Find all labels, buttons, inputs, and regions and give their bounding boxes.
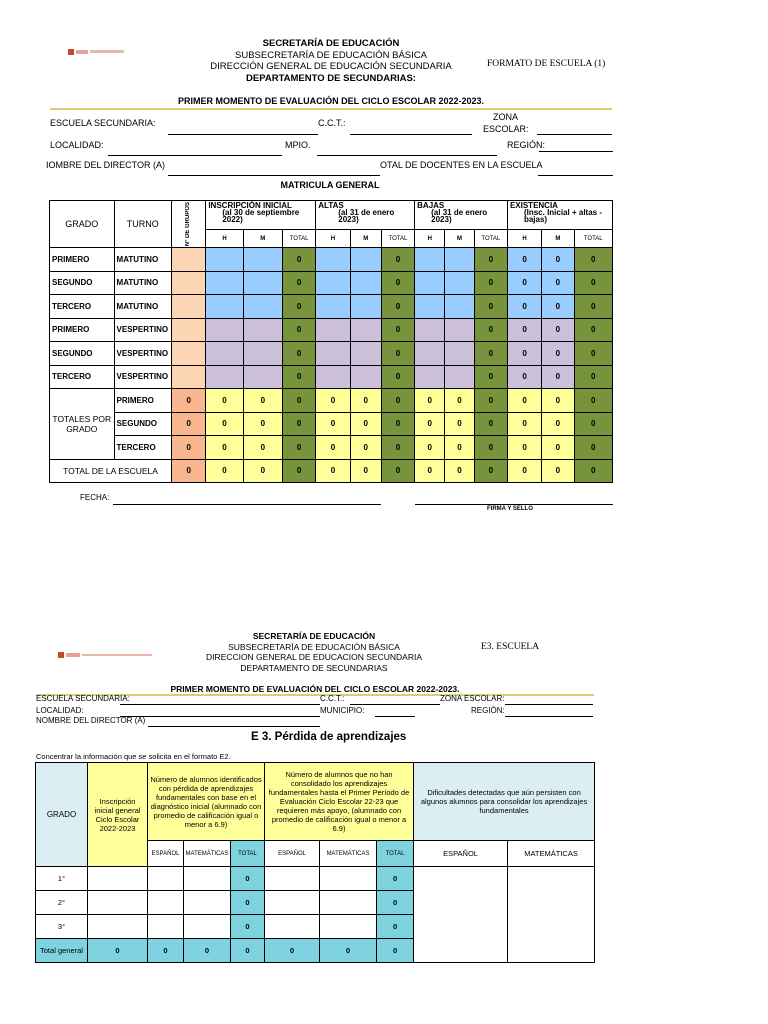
input-h[interactable] xyxy=(316,342,350,366)
total-cell: 0 xyxy=(474,271,507,295)
col-dificultades: Dificultades detectadas que aún persisten con algunos alumnos para consolidar los aprendizajes fundamentales xyxy=(414,763,595,841)
col-bajas: BAJAS (al 31 de enero 2023) xyxy=(415,201,508,230)
total-cell: 0 xyxy=(381,295,414,319)
total-cell: 0 xyxy=(282,318,315,342)
input-grupos[interactable] xyxy=(172,365,206,389)
total-cell: 0 xyxy=(282,412,315,436)
total-cell: 0 xyxy=(474,389,507,413)
total-cell: 0 xyxy=(377,939,414,963)
field-escuela[interactable] xyxy=(120,704,320,705)
total-cell: 0 xyxy=(377,915,414,939)
label-region: REGIÓN: xyxy=(471,706,505,715)
total-cell: 0 xyxy=(574,389,612,413)
input-m[interactable] xyxy=(243,248,282,272)
col-identificados: Número de alumnos identificados con pérdida de aprendizajes fundamentales con base en el diagnóstico inicial (alumnado con promedio de calificación igual o menor a 6.9) xyxy=(148,763,265,841)
sub-m: M xyxy=(542,230,574,248)
exist-m: 0 xyxy=(542,318,574,342)
input-espanol[interactable] xyxy=(265,867,320,891)
sum-cell: 0 xyxy=(542,436,574,460)
format-label: E3. ESCUELA xyxy=(481,642,540,652)
row-grado: SEGUNDO xyxy=(50,271,115,295)
tot-grado: PRIMERO xyxy=(114,389,171,413)
exist-m: 0 xyxy=(542,248,574,272)
total-cell: 0 xyxy=(474,365,507,389)
col-no-consolidado: Número de alumnos que no han consolidado los aprendizajes fundamentales hasta el Primer Período de Evaluación Ciclo Escolar 22-23 que requieren más apoyo, (alumnado con promedio de calificación igual o menor a 6.9) xyxy=(265,763,414,841)
total-cell: 0 xyxy=(282,248,315,272)
input-espanol[interactable] xyxy=(148,867,184,891)
field-localidad[interactable] xyxy=(108,155,282,156)
col-grado: GRADO xyxy=(50,201,115,248)
total-cell: 0 xyxy=(574,318,612,342)
sum-cell: 0 xyxy=(445,436,474,460)
row-grado: TERCERO xyxy=(50,295,115,319)
total-escuela-label: TOTAL DE LA ESCUELA xyxy=(50,459,172,483)
total-cell: 0 xyxy=(474,248,507,272)
input-espanol[interactable] xyxy=(148,915,184,939)
total-cell: 0 xyxy=(282,342,315,366)
col-existencia: EXISTENCIA (Insc. Inicial + altas - bajas) xyxy=(507,201,612,230)
tot-grado: TERCERO xyxy=(114,436,171,460)
sub-h: H xyxy=(415,230,445,248)
total-cell: 0 xyxy=(377,867,414,891)
sum-cell: 0 xyxy=(316,389,350,413)
sub-espanol-dificultad: ESPAÑOL xyxy=(414,841,508,867)
sub-m: M xyxy=(445,230,474,248)
header-departamento: DEPARTAMENTO DE SECUNDARIAS: xyxy=(246,72,416,84)
exist-h: 0 xyxy=(507,271,541,295)
institution-logo xyxy=(58,646,154,654)
label-director: NOMBRE DEL DIRECTOR (A) xyxy=(36,716,146,725)
sub-h: H xyxy=(206,230,243,248)
total-cell: 0 xyxy=(231,891,265,915)
sum-cell: 0 xyxy=(172,459,206,483)
sum-cell: 0 xyxy=(316,436,350,460)
format-label: FORMATO DE ESCUELA (1) xyxy=(487,59,606,69)
exist-m: 0 xyxy=(542,342,574,366)
sum-cell: 0 xyxy=(415,459,445,483)
row-turno: VESPERTINO xyxy=(114,365,171,389)
sub-h: H xyxy=(316,230,350,248)
sum-cell: 0 xyxy=(316,459,350,483)
total-cell: 0 xyxy=(574,342,612,366)
header-secretaria: SECRETARÍA DE EDUCACIÓN xyxy=(262,38,400,49)
field-director[interactable] xyxy=(148,726,320,727)
label-localidad: LOCALIDAD: xyxy=(36,706,84,715)
label-municipio: MUNICIPIO: xyxy=(320,706,365,715)
exist-m: 0 xyxy=(542,365,574,389)
sum-cell: 0 xyxy=(542,412,574,436)
total-cell: 0 xyxy=(381,271,414,295)
label-fecha: FECHA: xyxy=(80,493,110,502)
total-cell: 0 xyxy=(231,867,265,891)
row-turno: MATUTINO xyxy=(114,248,171,272)
col-grupos: Nº DE GRUPOS xyxy=(172,201,206,248)
input-grupos[interactable] xyxy=(172,248,206,272)
header-departamento: DEPARTAMENTO DE SECUNDARIAS xyxy=(240,662,388,673)
input-h[interactable] xyxy=(415,318,445,342)
input-m[interactable] xyxy=(350,248,381,272)
total-cell: 0 xyxy=(231,915,265,939)
total-general-label: Total general xyxy=(36,939,88,963)
col-altas: ALTAS (al 31 de enero 2023) xyxy=(316,201,415,230)
sum-cell: 0 xyxy=(206,412,243,436)
total-cell: 0 xyxy=(474,318,507,342)
header-secretaria: SECRETARÍA DE EDUCACIÓN xyxy=(252,631,376,641)
input-espanol[interactable] xyxy=(148,891,184,915)
label-escuela: ESCUELA SECUNDARIA: xyxy=(36,694,130,703)
total-cell: 0 xyxy=(282,365,315,389)
input-m[interactable] xyxy=(243,365,282,389)
input-h[interactable] xyxy=(415,248,445,272)
total-cell: 0 xyxy=(282,295,315,319)
sum-cell: 0 xyxy=(148,939,184,963)
input-grupos[interactable] xyxy=(172,318,206,342)
input-m[interactable] xyxy=(243,295,282,319)
col-turno: TURNO xyxy=(114,201,171,248)
row-grado: PRIMERO xyxy=(50,248,115,272)
label-localidad: LOCALIDAD: xyxy=(50,140,104,150)
title-divider xyxy=(50,108,612,110)
input-grupos[interactable] xyxy=(172,342,206,366)
input-h[interactable] xyxy=(316,365,350,389)
sum-cell: 0 xyxy=(507,412,541,436)
field-mpio[interactable] xyxy=(317,155,497,156)
section-title: E 3. Pérdida de aprendizajes xyxy=(251,731,407,743)
input-h[interactable] xyxy=(415,342,445,366)
input-m[interactable] xyxy=(445,342,474,366)
sum-cell: 0 xyxy=(206,459,243,483)
total-cell: 0 xyxy=(474,295,507,319)
input-espanol[interactable] xyxy=(265,915,320,939)
field-firma[interactable] xyxy=(415,504,613,505)
sum-cell: 0 xyxy=(350,412,381,436)
label-zona: ZONA ESCOLAR: xyxy=(440,694,505,703)
label-cct: C.C.T.: xyxy=(320,694,345,703)
input-matematicas[interactable] xyxy=(184,867,231,891)
field-localidad[interactable] xyxy=(120,716,320,717)
total-cell: 0 xyxy=(381,248,414,272)
sum-cell: 0 xyxy=(243,412,282,436)
total-cell: 0 xyxy=(574,412,612,436)
total-cell: 0 xyxy=(381,318,414,342)
input-inscripcion[interactable] xyxy=(88,867,148,891)
row-turno: VESPERTINO xyxy=(114,318,171,342)
field-municipio[interactable] xyxy=(375,716,415,717)
field-director[interactable] xyxy=(168,175,380,176)
instructions: Concentrar la información que se solicita en el formato E2. xyxy=(36,752,231,761)
header-subsecretaria: SUBSECRETARÍA DE EDUCACIÓN BÁSICA xyxy=(235,49,427,61)
input-h[interactable] xyxy=(316,248,350,272)
input-m[interactable] xyxy=(445,271,474,295)
label-mpio: MPIO. xyxy=(285,140,311,150)
row-grado: 3° xyxy=(36,915,88,939)
header-direccion: DIRECCION GENERAL DE EDUCACION SECUNDARIA xyxy=(206,652,422,662)
input-m[interactable] xyxy=(445,365,474,389)
input-matematicas[interactable] xyxy=(184,915,231,939)
exist-h: 0 xyxy=(507,248,541,272)
exist-m: 0 xyxy=(542,271,574,295)
row-grado: 1° xyxy=(36,867,88,891)
input-h[interactable] xyxy=(206,271,243,295)
field-docentes[interactable] xyxy=(538,175,613,176)
input-matematicas[interactable] xyxy=(320,867,377,891)
input-dificultad-espanol[interactable] xyxy=(414,867,508,963)
sum-cell: 0 xyxy=(172,412,206,436)
input-h[interactable] xyxy=(415,295,445,319)
exist-h: 0 xyxy=(507,318,541,342)
input-h[interactable] xyxy=(206,365,243,389)
total-cell: 0 xyxy=(377,891,414,915)
sub-matematicas: MATEMÁTICAS xyxy=(320,841,377,867)
sum-cell: 0 xyxy=(542,459,574,483)
total-cell: 0 xyxy=(574,271,612,295)
sum-cell: 0 xyxy=(265,939,320,963)
total-cell: 0 xyxy=(574,459,612,483)
row-grado: SEGUNDO xyxy=(50,342,115,366)
label-region: REGIÓN: xyxy=(507,140,546,150)
total-cell: 0 xyxy=(381,365,414,389)
sum-cell: 0 xyxy=(445,389,474,413)
total-cell: 0 xyxy=(574,295,612,319)
perdida-table xyxy=(35,762,595,963)
sub-m: M xyxy=(243,230,282,248)
sum-cell: 0 xyxy=(350,459,381,483)
total-cell: 0 xyxy=(574,436,612,460)
total-cell: 0 xyxy=(282,271,315,295)
total-cell: 0 xyxy=(474,412,507,436)
sum-cell: 0 xyxy=(350,436,381,460)
header-direccion: DIRECCIÓN GENERAL DE EDUCACIÓN SECUNDARIA xyxy=(210,61,452,72)
label-docentes: OTAL DE DOCENTES EN LA ESCUELA xyxy=(380,160,543,170)
total-cell: 0 xyxy=(474,342,507,366)
header-subsecretaria: SUBSECRETARÍA DE EDUCACIÓN BÁSICA xyxy=(228,641,400,652)
label-cct: C.C.T.: xyxy=(318,118,346,128)
total-cell: 0 xyxy=(282,459,315,483)
total-cell: 0 xyxy=(231,939,265,963)
input-m[interactable] xyxy=(350,295,381,319)
input-h[interactable] xyxy=(206,248,243,272)
field-escuela[interactable] xyxy=(168,134,318,135)
input-matematicas[interactable] xyxy=(184,891,231,915)
total-cell: 0 xyxy=(282,436,315,460)
sub-total: TOTAL xyxy=(381,230,414,248)
exist-m: 0 xyxy=(542,295,574,319)
page-title: PRIMER MOMENTO DE EVALUACIÓN DEL CICLO ESCOLAR 2022-2023. xyxy=(170,684,460,694)
sum-cell: 0 xyxy=(243,436,282,460)
matricula-table xyxy=(49,200,613,483)
page-title: PRIMER MOMENTO DE EVALUACIÓN DEL CICLO ESCOLAR 2022-2023. xyxy=(177,96,485,106)
matricula-title: MATRICULA GENERAL xyxy=(280,180,380,190)
sum-cell: 0 xyxy=(507,436,541,460)
total-cell: 0 xyxy=(574,365,612,389)
input-m[interactable] xyxy=(445,318,474,342)
total-cell: 0 xyxy=(574,248,612,272)
input-inscripcion[interactable] xyxy=(88,891,148,915)
input-espanol[interactable] xyxy=(265,891,320,915)
sum-cell: 0 xyxy=(445,412,474,436)
sum-cell: 0 xyxy=(243,389,282,413)
field-cct[interactable] xyxy=(350,134,472,135)
totales-por-grado-label: TOTALES POR GRADO xyxy=(50,389,115,460)
sub-matematicas: MATEMÁTICAS xyxy=(184,841,231,867)
sum-cell: 0 xyxy=(172,389,206,413)
col-grado: GRADO xyxy=(36,763,88,867)
sum-cell: 0 xyxy=(507,389,541,413)
input-h[interactable] xyxy=(415,365,445,389)
sum-cell: 0 xyxy=(206,389,243,413)
input-h[interactable] xyxy=(316,318,350,342)
sum-cell: 0 xyxy=(507,459,541,483)
label-director: IOMBRE DEL DIRECTOR (A) xyxy=(46,160,166,170)
input-m[interactable] xyxy=(243,271,282,295)
sum-cell: 0 xyxy=(445,459,474,483)
sub-total: TOTAL xyxy=(574,230,612,248)
sub-matematicas-dificultad: MATEMÁTICAS xyxy=(508,841,595,867)
total-cell: 0 xyxy=(474,436,507,460)
label-zona-b: ESCOLAR: xyxy=(483,124,529,134)
input-m[interactable] xyxy=(350,318,381,342)
total-cell: 0 xyxy=(381,342,414,366)
input-grupos[interactable] xyxy=(172,295,206,319)
sum-cell: 0 xyxy=(320,939,377,963)
sum-cell: 0 xyxy=(88,939,148,963)
total-cell: 0 xyxy=(381,389,414,413)
total-cell: 0 xyxy=(381,412,414,436)
exist-h: 0 xyxy=(507,342,541,366)
field-zona[interactable] xyxy=(505,704,593,705)
sum-cell: 0 xyxy=(350,389,381,413)
label-zona-a: ZONA xyxy=(493,112,519,122)
sub-total: TOTAL xyxy=(474,230,507,248)
row-turno: MATUTINO xyxy=(114,271,171,295)
input-m[interactable] xyxy=(350,365,381,389)
sum-cell: 0 xyxy=(415,412,445,436)
sum-cell: 0 xyxy=(316,412,350,436)
field-region[interactable] xyxy=(539,151,613,152)
total-cell: 0 xyxy=(282,389,315,413)
col-inscripcion: Inscripción inicial general Ciclo Escolar 2022-2023 xyxy=(88,763,148,867)
input-m[interactable] xyxy=(243,342,282,366)
sum-cell: 0 xyxy=(206,436,243,460)
label-firma: FIRMA Y SELLO xyxy=(487,506,533,512)
row-turno: VESPERTINO xyxy=(114,342,171,366)
input-m[interactable] xyxy=(350,342,381,366)
field-region[interactable] xyxy=(505,716,593,717)
institution-logo xyxy=(68,44,126,54)
total-cell: 0 xyxy=(381,459,414,483)
sub-espanol: ESPAÑOL xyxy=(148,841,184,867)
input-grupos[interactable] xyxy=(172,271,206,295)
tot-grado: SEGUNDO xyxy=(114,412,171,436)
field-fecha[interactable] xyxy=(113,504,381,505)
input-h[interactable] xyxy=(206,318,243,342)
col-inscripcion: INSCRIPCIÓN INICIAL (al 30 de septiembre 2022) xyxy=(206,201,316,230)
sub-total: TOTAL xyxy=(231,841,265,867)
sum-cell: 0 xyxy=(415,436,445,460)
input-h[interactable] xyxy=(316,271,350,295)
total-cell: 0 xyxy=(474,459,507,483)
field-zona[interactable] xyxy=(537,134,612,135)
input-inscripcion[interactable] xyxy=(88,915,148,939)
input-m[interactable] xyxy=(445,295,474,319)
total-cell: 0 xyxy=(381,436,414,460)
field-cct[interactable] xyxy=(350,704,440,705)
sum-cell: 0 xyxy=(415,389,445,413)
sub-total: TOTAL xyxy=(377,841,414,867)
row-turno: MATUTINO xyxy=(114,295,171,319)
input-h[interactable] xyxy=(316,295,350,319)
sub-h: H xyxy=(507,230,541,248)
input-dificultad-matematicas[interactable] xyxy=(508,867,595,963)
label-escuela: ESCUELA SECUNDARIA: xyxy=(50,118,156,128)
input-h[interactable] xyxy=(206,295,243,319)
input-h[interactable] xyxy=(206,342,243,366)
exist-h: 0 xyxy=(507,365,541,389)
sum-cell: 0 xyxy=(184,939,231,963)
row-grado: TERCERO xyxy=(50,365,115,389)
row-grado: PRIMERO xyxy=(50,318,115,342)
sub-espanol: ESPAÑOL xyxy=(265,841,320,867)
input-h[interactable] xyxy=(415,271,445,295)
input-matematicas[interactable] xyxy=(320,891,377,915)
sum-cell: 0 xyxy=(172,436,206,460)
input-m[interactable] xyxy=(445,248,474,272)
row-grado: 2° xyxy=(36,891,88,915)
sub-total: TOTAL xyxy=(282,230,315,248)
input-matematicas[interactable] xyxy=(320,915,377,939)
sum-cell: 0 xyxy=(243,459,282,483)
sum-cell: 0 xyxy=(542,389,574,413)
input-m[interactable] xyxy=(350,271,381,295)
sub-m: M xyxy=(350,230,381,248)
input-m[interactable] xyxy=(243,318,282,342)
exist-h: 0 xyxy=(507,295,541,319)
